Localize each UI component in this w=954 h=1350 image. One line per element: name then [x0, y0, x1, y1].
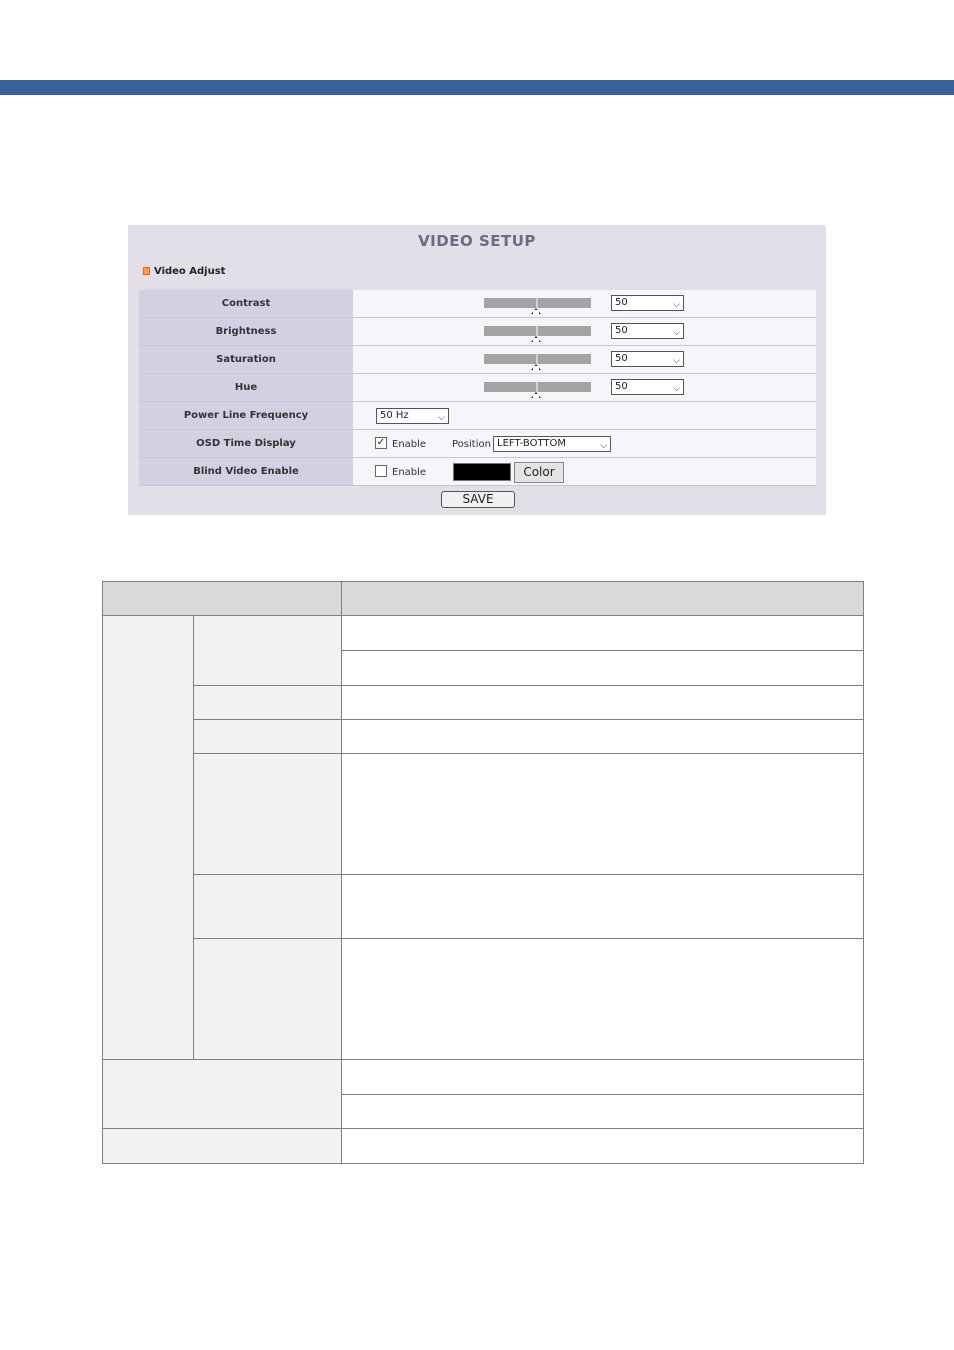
table-group-cell	[103, 615, 194, 1059]
contrast-slider[interactable]	[484, 298, 591, 308]
table-divider	[193, 615, 194, 1059]
brightness-select-value: 50	[615, 325, 628, 336]
table-subitem-column	[194, 615, 342, 1059]
brightness-select[interactable]	[611, 323, 684, 339]
power-line-select[interactable]	[376, 408, 449, 424]
brightness-slider[interactable]	[484, 326, 591, 336]
hue-value-cell	[353, 374, 816, 402]
osd-enable-label: Enable	[392, 439, 427, 450]
color-button[interactable]: Color	[514, 462, 564, 483]
table-divider	[193, 685, 863, 686]
contrast-label: Contrast	[139, 290, 353, 318]
osd-time-value-cell	[353, 430, 816, 458]
hue-select-value: 50	[615, 381, 628, 392]
osd-position-select[interactable]	[493, 436, 611, 452]
chevron-down-icon: ⌵	[673, 384, 680, 394]
power-line-value-cell	[353, 402, 816, 430]
blind-enable-checkbox[interactable]	[375, 465, 387, 477]
brightness-value-cell	[353, 318, 816, 346]
hue-select[interactable]	[611, 379, 684, 395]
panel-title: VIDEO SETUP	[418, 232, 536, 250]
slider-thumb-icon[interactable]	[531, 364, 541, 370]
osd-position-label: Position	[452, 439, 491, 450]
row-saturation	[139, 346, 816, 374]
table-divider	[103, 1059, 863, 1060]
slider-thumb-icon[interactable]	[531, 336, 541, 342]
brightness-label: Brightness	[139, 318, 353, 346]
table-divider	[193, 938, 863, 939]
saturation-select[interactable]	[611, 351, 684, 367]
row-hue	[139, 374, 816, 402]
color-swatch	[453, 463, 511, 481]
row-blind-video	[139, 458, 816, 486]
osd-time-label: OSD Time Display	[139, 430, 353, 458]
chevron-down-icon: ⌵	[673, 356, 680, 366]
osd-enable-checkbox[interactable]	[375, 437, 387, 449]
table-divider	[341, 650, 863, 651]
section-heading	[143, 266, 225, 277]
save-button[interactable]: SAVE	[441, 491, 515, 508]
hue-label: Hue	[139, 374, 353, 402]
table-divider	[193, 753, 863, 754]
contrast-select[interactable]	[611, 295, 684, 311]
video-setup-panel	[128, 225, 826, 515]
saturation-value-cell	[353, 346, 816, 374]
table-divider	[341, 582, 342, 1163]
blind-video-label: Blind Video Enable	[139, 458, 353, 486]
saturation-slider[interactable]	[484, 354, 591, 364]
power-line-select-value: 50 Hz	[380, 410, 409, 421]
top-banner-bar	[0, 80, 954, 95]
hue-slider[interactable]	[484, 382, 591, 392]
video-adjust-table	[139, 290, 816, 486]
blind-video-value-cell	[353, 458, 816, 486]
power-line-label: Power Line Frequency	[139, 402, 353, 430]
table-item-cell	[103, 1059, 342, 1163]
chevron-down-icon: ⌵	[673, 300, 680, 310]
row-contrast	[139, 290, 816, 318]
slider-thumb-icon[interactable]	[531, 392, 541, 398]
row-power-line	[139, 402, 816, 430]
section-heading-label: Video Adjust	[154, 266, 226, 277]
checkmark-icon: ✓	[376, 437, 386, 448]
table-divider	[341, 1094, 863, 1095]
osd-position-select-value: LEFT-BOTTOM	[497, 438, 567, 449]
chevron-down-icon: ⌵	[673, 328, 680, 338]
chevron-down-icon: ⌵	[600, 441, 607, 451]
table-divider	[103, 1128, 863, 1129]
saturation-select-value: 50	[615, 353, 628, 364]
chevron-down-icon: ⌵	[438, 413, 445, 423]
contrast-value-cell	[353, 290, 816, 318]
row-osd-time	[139, 430, 816, 458]
table-header-row	[103, 582, 863, 615]
blind-enable-label: Enable	[392, 467, 427, 478]
row-brightness	[139, 318, 816, 346]
saturation-label: Saturation	[139, 346, 353, 374]
contrast-select-value: 50	[615, 297, 628, 308]
description-table	[102, 581, 864, 1164]
table-divider	[103, 615, 863, 616]
slider-thumb-icon[interactable]	[531, 308, 541, 314]
section-bullet-icon	[143, 267, 150, 275]
table-divider	[193, 719, 863, 720]
table-divider	[193, 874, 863, 875]
